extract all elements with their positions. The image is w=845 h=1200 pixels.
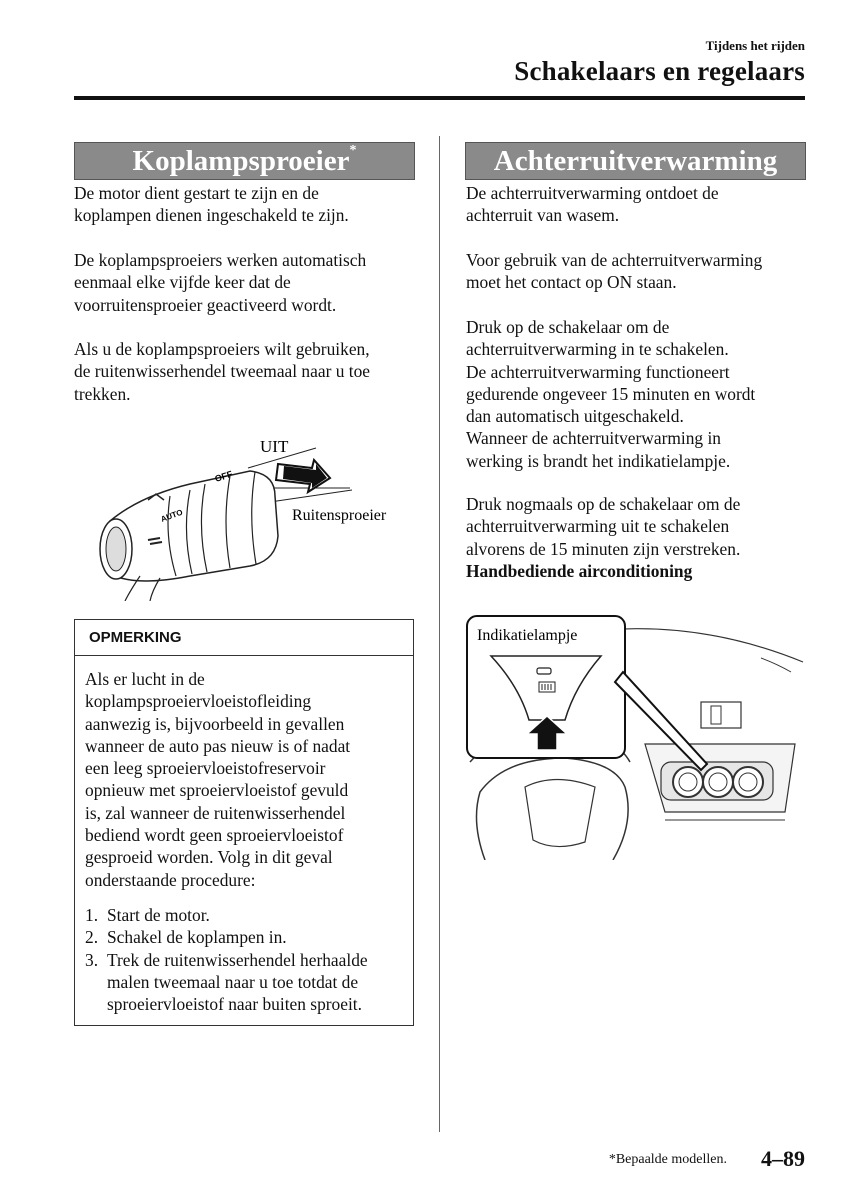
note-box	[74, 619, 414, 1026]
off-marking: OFF	[213, 468, 234, 484]
step-number: 3.	[85, 949, 99, 970]
paragraph: Voor gebruik van de achterruitverwarming moet het contact op ON staan.	[466, 250, 763, 293]
model-footnote-mark: *	[349, 143, 357, 158]
column-divider	[439, 136, 440, 1132]
note-step	[85, 926, 368, 948]
note-step	[85, 949, 368, 1016]
heading-text: Koplampsproeier	[132, 145, 350, 177]
paragraph: De motor dient gestart te zijn en de koplampen dienen ingeschakeld te zijn.	[74, 183, 349, 226]
header-rule	[74, 96, 805, 100]
chapter-title: Tijdens het rijden	[705, 38, 805, 53]
label-washer: Ruitensproeier	[292, 507, 387, 524]
note-title: OPMERKING	[75, 620, 413, 656]
section-title: Schakelaars en regelaars	[514, 56, 805, 86]
heading-achterruitverwarming	[465, 142, 806, 180]
paragraph: Druk op de schakelaar om de achterruitverwarming in te schakelen. De achterruitverwarming functioneert gedurende ongeveer 15 minuten en wordt dan automatisch uitgeschakeld. Wanneer de achterruitverwarming in werking is brandt het indikatielampje.	[466, 317, 756, 471]
step-number: 1.	[85, 905, 99, 925]
note-steps	[85, 904, 368, 1015]
paragraph: De koplampsproeiers werken automatisch eenmaal elke vijfde keer dat de voorruitensproeier geactiveerd wordt.	[74, 250, 367, 315]
paragraph: Als u de koplampsproeiers wilt gebruiken, de ruitenwisserhendel tweemaal naar u toe trekken.	[74, 339, 370, 404]
note-body: Als er lucht in de koplampsproeiervloeistofleiding aanwezig is, bijvoorbeeld in gevallen wanneer de auto pas nieuw is of nadat een leeg sproeiervloeistofreservoir opnieuw met sproeiervloeistof gevuld is, zal wanneer de ruitenwisserhendel bediend wordt geen sproeiervloeistof gesproeid worden. Volg in dit geval onderstaande procedure:	[85, 669, 351, 890]
step-text: Trek de ruitenwisserhendel herhaalde malen tweemaal naar u toe totdat de sproeiervloeistof naar buiten sproeit.	[107, 949, 368, 1015]
dashboard-figure	[465, 612, 805, 860]
heading-koplampsproeier	[74, 142, 415, 180]
paragraph: De achterruitverwarming ontdoet de achterruit van wasem.	[466, 183, 719, 226]
heading-text: Achterruitverwarming	[493, 145, 778, 177]
wiper-lever-figure	[80, 426, 425, 601]
paragraph-text: Druk nogmaals op de schakelaar om de achterruitverwarming uit te schakelen alvorens de 15 minuten zijn verstreken.	[466, 494, 741, 559]
note-step	[85, 904, 368, 926]
step-text: Schakel de koplampen in.	[107, 927, 287, 948]
footnote: *Bepaalde modellen.	[608, 1152, 727, 1167]
step-text: Start de motor.	[107, 905, 210, 925]
page-number: 4–89	[761, 1146, 805, 1171]
auto-marking: AUTO	[159, 507, 184, 524]
label-indicator: Indikatielampje	[477, 627, 578, 644]
subheading-airconditioning: Handbediende airconditioning	[466, 560, 693, 581]
step-number: 2.	[85, 927, 99, 948]
label-off: UIT	[260, 437, 289, 456]
paragraph	[466, 493, 740, 582]
